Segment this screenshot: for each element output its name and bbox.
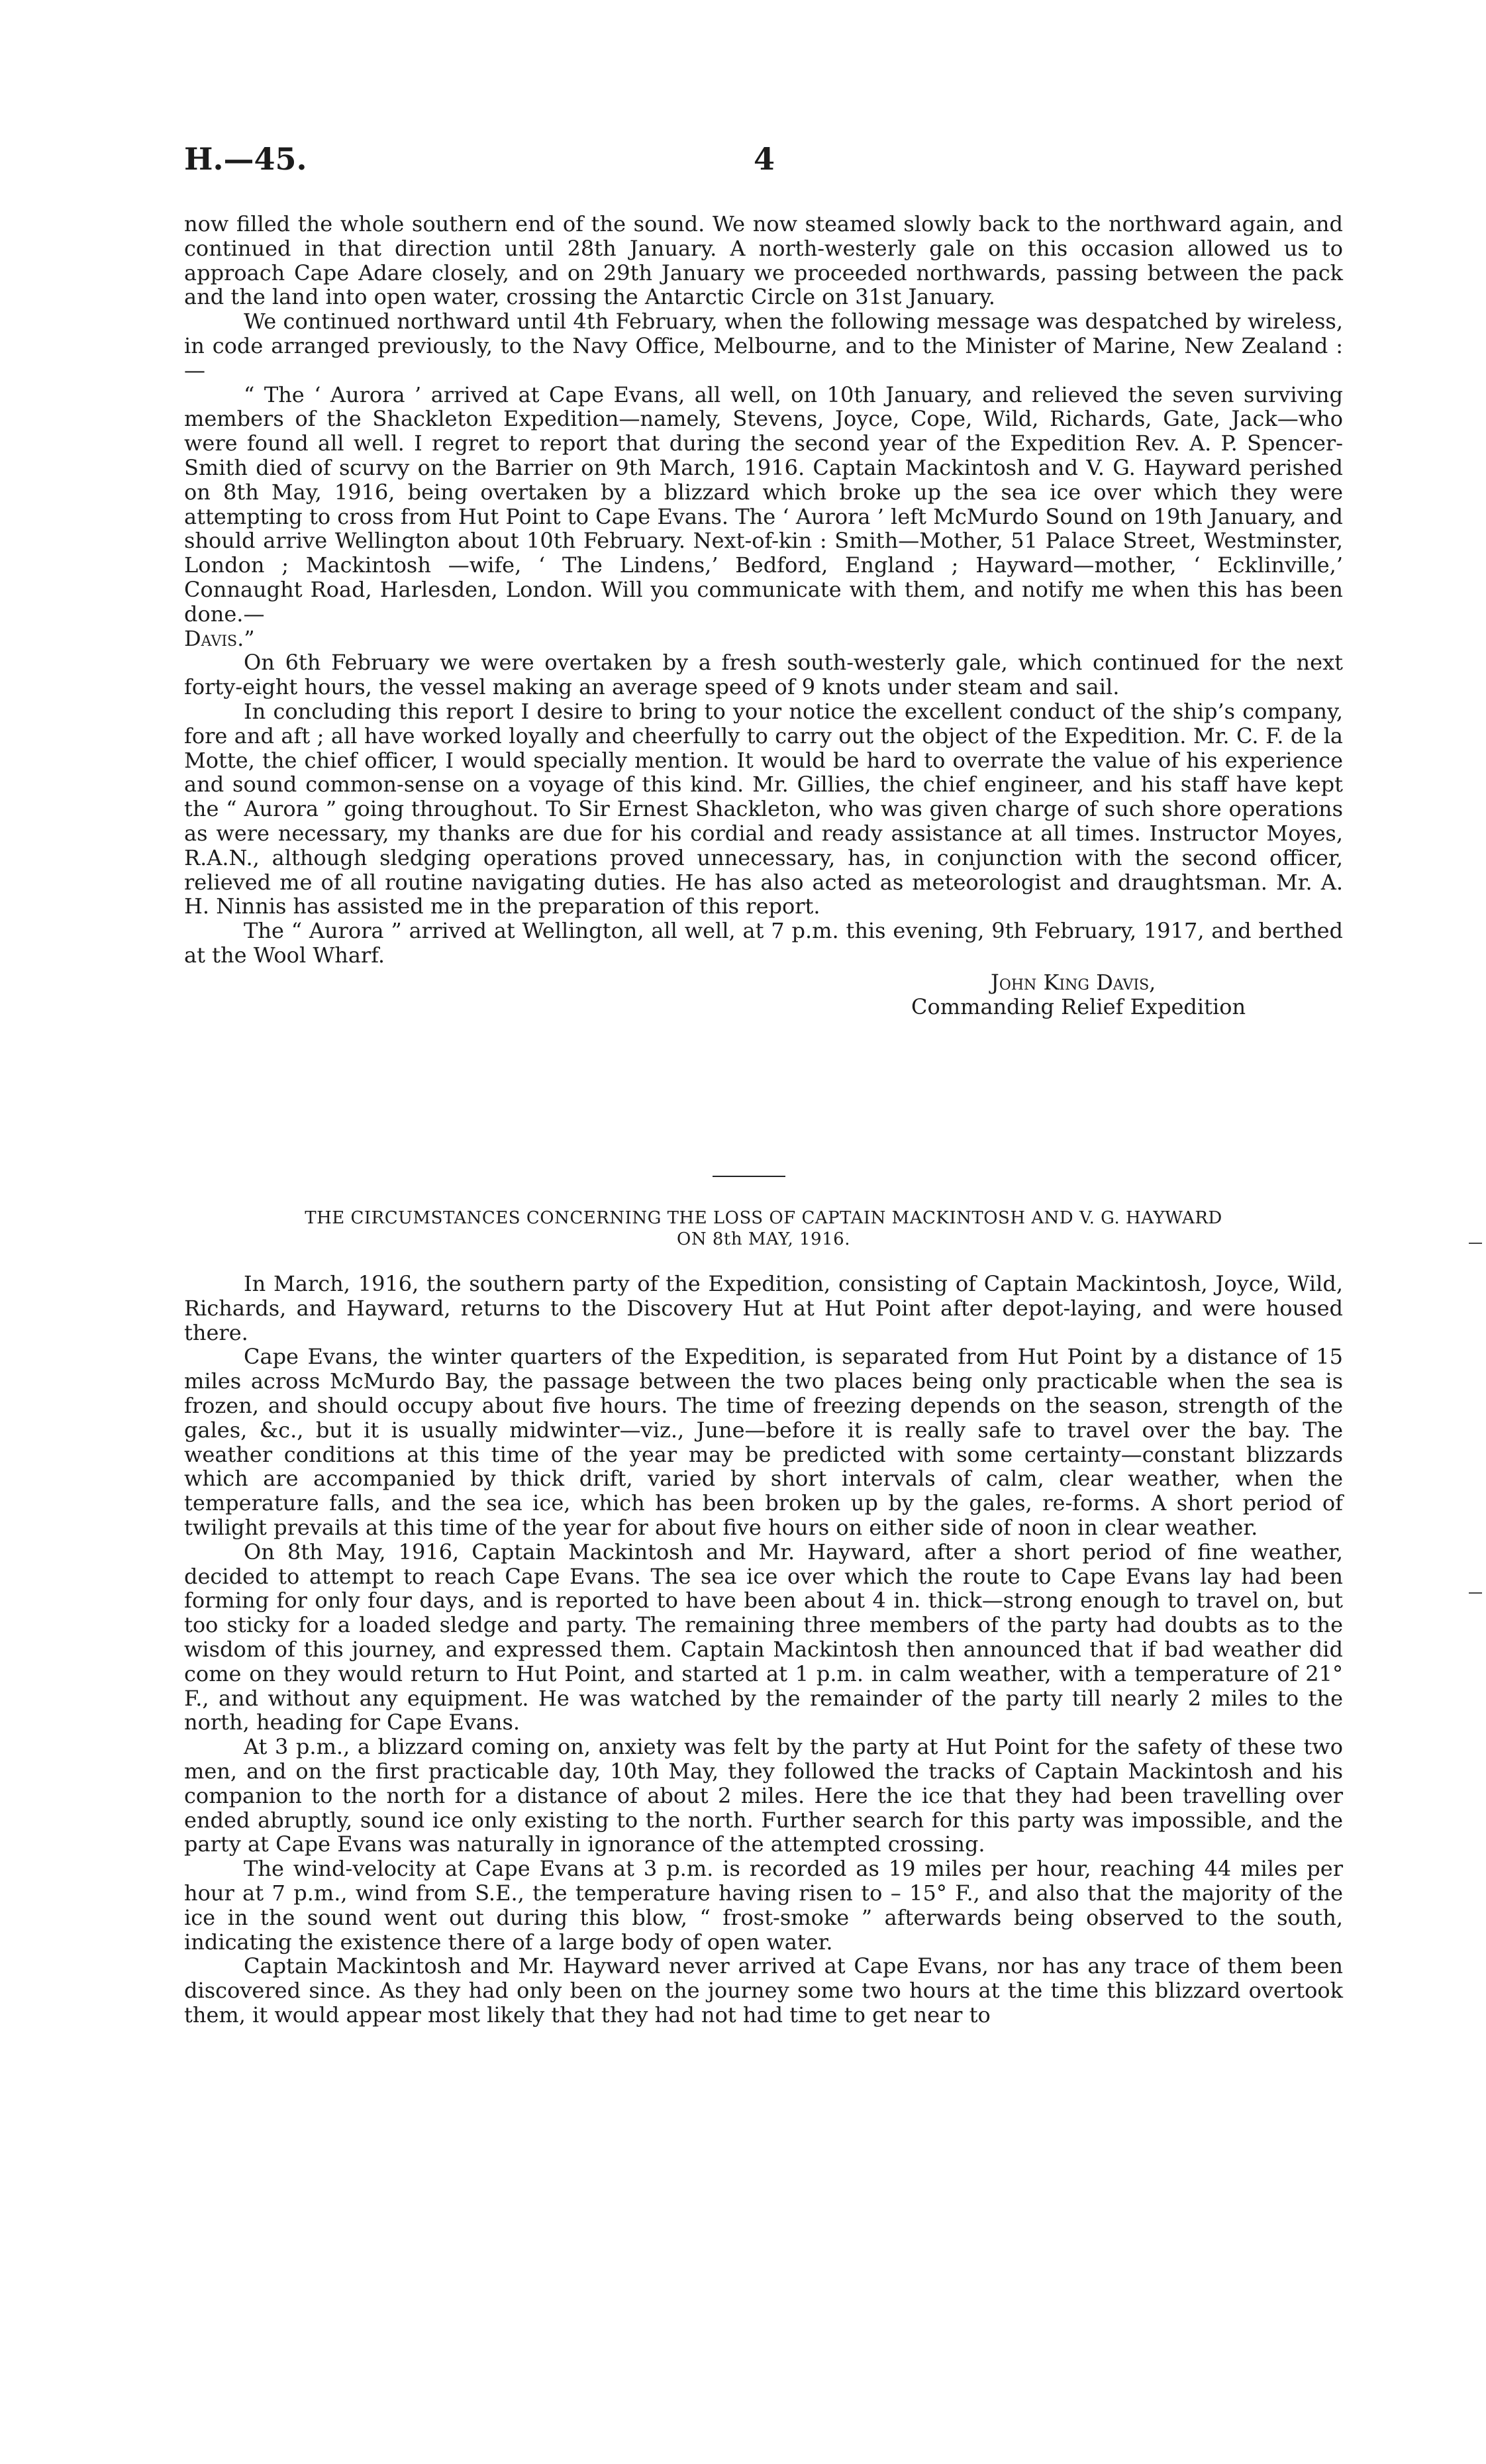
page-number: 4 [754,141,775,177]
section-title-line: THE CIRCUMSTANCES CONCERNING THE LOSS OF CAPTAIN MACKINTOSH AND V. G. HAYWARD [305,1208,1222,1228]
signature-title: Commanding Relief Expedition [911,994,1246,1019]
page-header [184,141,1343,187]
section-divider [713,1176,785,1177]
section-paragraph: On 8th May, 1916, Captain Mackintosh and Mr. Hayward, after a short period of fine weather, decided to attempt to reach Cape Evans. The sea ice over which the route to Cape Evans lay had been forming for only four days, and is reported to have been about 4 in. thick—strong enough to travel on, but too sticky for a loaded sledge and party. The remaining three members of the party had doubts as to the wisdom of this journey, and expressed them. Captain Mackintosh then announced that if bad weather did come on they would return to Hut Point, and started at 1 p.m. in calm weather, with a temperature of 21° F., and without any equipment. He was watched by the remainder of the party till nearly 2 miles to the north, heading for Cape Evans. [184,1539,1343,1735]
report-paragraph: We continued northward until 4th February, when the following message was despatched by wireless, in code arranged previously, to the Navy Office, Melbourne, and to the Minister of Marine, New Zealand :— [184,309,1343,383]
report-paragraph: The “ Aurora ” arrived at Wellington, all well, at 7 p.m. this evening, 9th February, 1917, and berthed at the Wool Wharf. [184,918,1343,968]
section-body [184,1272,1343,2028]
document-reference: H.—45. [184,141,307,177]
signature-name: John King Davis, [991,969,1156,995]
section-paragraph: In March, 1916, the southern party of the Expedition, consisting of Captain Mackintosh, Joyce, Wild, Richards, and Hayward, returns to the Discovery Hut at Hut Point after depot-laying, and were housed there. [184,1271,1343,1345]
report-paragraph: In concluding this report I desire to bring to your notice the excellent conduct of the ship’s company, fore and aft ; all have worked loyally and cheerfully to carry out the object of the Expedition. Mr. C. F. de la Motte, the chief officer, I would specially mention. It would be hard to overrate the value of his experience and sound common-sense on a voyage of this kind. Mr. Gillies, the chief engineer, and his staff have kept the “ Aurora ” going throughout. To Sir Ernest Shackleton, who was given charge of such shore operations as were necessary, my thanks are due for his cordial and ready assistance at all times. Instructor Moyes, R.A.N., although sledging operations proved unnecessary, has, in conjunction with the second officer, relieved me of all routine navigating duties. He has also acted as meteorologist and draughtsman. Mr. A. H. Ninnis has assisted me in the preparation of this report. [184,698,1343,919]
report-body [184,212,1343,1019]
telegram-signature: Davis.” [184,625,255,651]
section-paragraph: The wind-velocity at Cape Evans at 3 p.m. is recorded as 19 miles per hour, reaching 44 miles per hour at 7 p.m., wind from S.E., the temperature having risen to – 15° F., and also that the majority of the ice in the sound went out during this blow, “ frost-smoke ” afterwards being observed to the south, indicating the existence there of a large body of open water. [184,1856,1343,1955]
section-title [184,1207,1343,1250]
section-paragraph: Captain Mackintosh and Mr. Hayward never arrived at Cape Evans, nor has any trace of them been discovered since. As they had only been on the journey some two hours at the time this blizzard overtook them, it would appear most likely that they had not had time to get near to [184,1953,1343,2028]
report-paragraph: now filled the whole southern end of the sound. We now steamed slowly back to the northward again, and continued in that direction until 28th January. A north-westerly gale on this occasion allowed us to approach Cape Adare closely, and on 29th January we proceeded northwards, passing between the pack and the land into open water, crossing the Antarctic Circle on 31st January. [184,211,1343,310]
margin-mark [1469,1592,1482,1594]
telegram-message: “ The ‘ Aurora ’ arrived at Cape Evans, all well, on 10th January, and relieved the seven surviving members of the Shackleton Expedition—namely, Stevens, Joyce, Cope, Wild, Richards, Gate, Jack—who were found all well. I regret to report that during the second year of the Expedition Rev. A. P. Spencer-Smith died of scurvy on the Barrier on 9th March, 1916. Captain Mackintosh and V. G. Hayward perished on 8th May, 1916, being overtaken by a blizzard which broke up the sea ice over which they were attempting to cross from Hut Point to Cape Evans. The ‘ Aurora ’ left McMurdo Sound on 19th January, and should arrive Wellington about 10th February. Next-of-kin : Smith—Mother, 51 Palace Street, Westminster, London ; Mackintosh —wife, ‘ The Lindens,’ Bedford, England ; Hayward—mother, ‘ Ecklinville,’ Connaught Road, Harlesden, London. Will you communicate with them, and notify me when this has been done.— [184,382,1343,627]
section-paragraph: Cape Evans, the winter quarters of the Expedition, is separated from Hut Point by a distance of 15 miles across McMurdo Bay, the passage between the two places being only practicable when the sea is frozen, and should occupy about five hours. The time of freezing depends on the season, strength of the gales, &c., but it is usually midwinter—viz., June—before it is really safe to travel over the bay. The weather conditions at this time of the year may be predicted with some certainty—constant blizzards which are accompanied by thick drift, varied by short intervals of calm, clear weather, when the temperature falls, and the sea ice, which has been broken up by the gales, re-forms. A short period of twilight prevails at this time of the year for about five hours on either side of noon in clear weather. [184,1344,1343,1540]
section-paragraph: At 3 p.m., a blizzard coming on, anxiety was felt by the party at Hut Point for the safety of these two men, and on the first practicable day, 10th May, they followed the tracks of Captain Mackintosh and his companion to the north for a distance of about 2 miles. Here the ice that they had been travelling over ended abruptly, sound ice only existing to the north. Further search for this party was impossible, and the party at Cape Evans was naturally in ignorance of the attempted crossing. [184,1734,1343,1857]
signature-block [911,970,1343,1019]
section-title-line: ON 8th MAY, 1916. [677,1229,850,1249]
report-paragraph: On 6th February we were overtaken by a fresh south-westerly gale, which continued for the next forty-eight hours, the vessel making an average speed of 9 knots under steam and sail. [184,650,1343,700]
margin-mark [1469,1243,1482,1244]
